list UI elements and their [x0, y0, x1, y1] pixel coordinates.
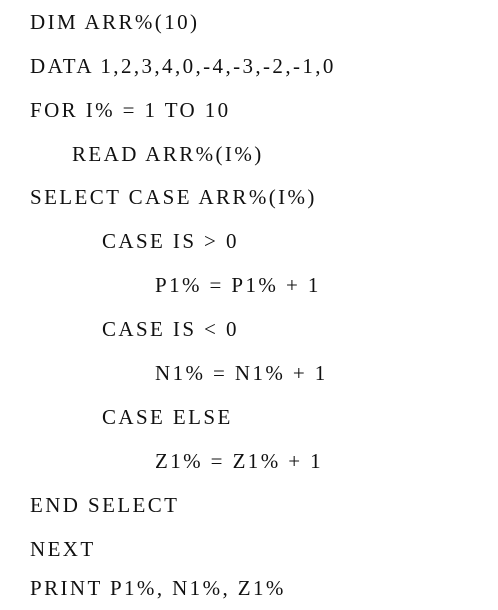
code-line-read: READ ARR%(I%)	[72, 142, 264, 166]
code-line-end-select: END SELECT	[30, 493, 180, 517]
code-line-case-positive: CASE IS > 0	[102, 229, 239, 253]
code-line-next: NEXT	[30, 537, 96, 561]
code-line-case-negative: CASE IS < 0	[102, 317, 239, 341]
code-line-select-case: SELECT CASE ARR%(I%)	[30, 185, 317, 209]
code-line-increment-n1: N1% = N1% + 1	[155, 361, 328, 385]
code-line-data: DATA 1,2,3,4,0,-4,-3,-2,-1,0	[30, 54, 336, 78]
code-line-increment-p1: P1% = P1% + 1	[155, 273, 321, 297]
code-line-print: PRINT P1%, N1%, Z1%	[30, 576, 286, 600]
code-line-for: FOR I% = 1 TO 10	[30, 98, 231, 122]
code-line-dim: DIM ARR%(10)	[30, 10, 200, 34]
code-line-case-else: CASE ELSE	[102, 405, 233, 429]
code-line-increment-z1: Z1% = Z1% + 1	[155, 449, 324, 473]
